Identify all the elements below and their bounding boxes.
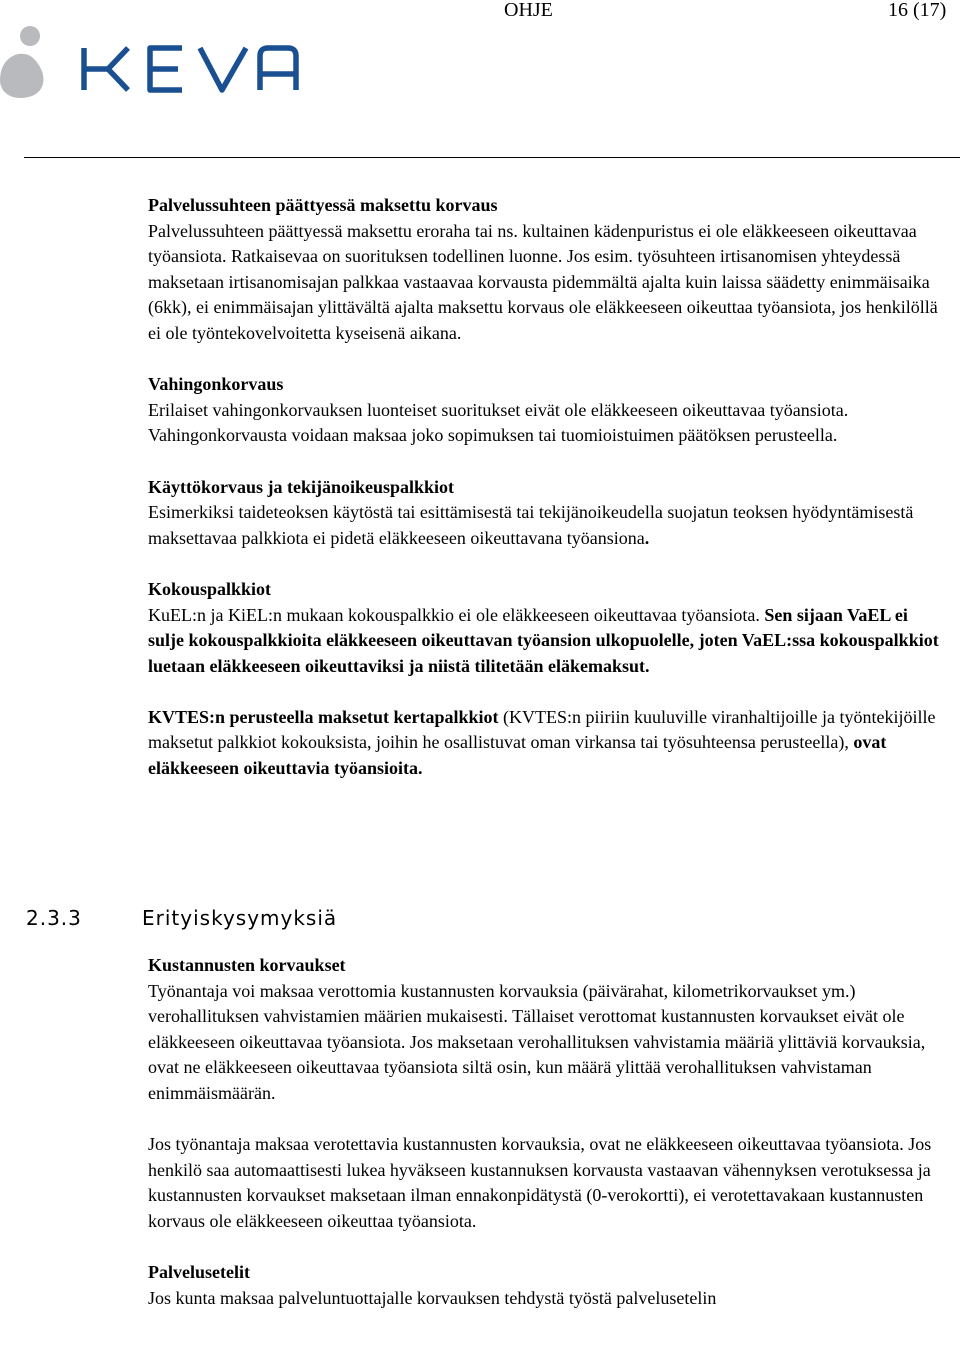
header-divider	[24, 157, 960, 158]
page-number: 16 (17)	[888, 0, 947, 21]
keva-mark-icon	[0, 26, 43, 98]
section-meeting-fees	[148, 577, 948, 679]
section-title: Vahingonkorvaus	[148, 374, 284, 395]
keva-wordmark	[84, 48, 296, 90]
section-body	[148, 705, 948, 782]
section-severance-pay	[148, 193, 948, 347]
main-content	[148, 193, 948, 807]
section-paragraph: Työnantaja voi maksaa verottomia kustannusten korvauksia (päivärahat, kilometrikorvaukset ym.) verohallituksen vahvistamien määrien mukaisesti. Tällaiset verottomat kustannusten korvaukset eivät ole eläkkeeseen oikeuttavaa työansiota. Jos maksetaan verohallituksen vahvistamia määriä ylittäviä korvauksia, ovat ne eläkkeeseen oikeuttavaa työansiota siltä osin, kun määrä ylittää verohallituksen vahvistaman enimmäismäärän.	[148, 980, 926, 1103]
section-body	[148, 603, 948, 680]
body-text: (KVTES:n piiriin kuuluville viranhaltijoille ja työntekijöille maksetut palkkiot kokouksista, joihin he osallistuvat oman virkansa tai työsuhteensa perusteella),	[148, 706, 936, 753]
body-text: Esimerkiksi taideteoksen käytöstä tai esittämisestä tai tekijänoikeudella suojatun teoksen hyödyntämisestä maksettavaa palkkiota ei pidetä eläkkeeseen oikeuttavana työansiona	[148, 502, 914, 548]
section-expense-reimbursements	[148, 953, 948, 1235]
body-text-bold: .	[644, 527, 650, 548]
subsection-title: Erityiskysymyksiä	[142, 906, 338, 930]
section-paragraph: Jos työnantaja maksaa verotettavia kustannusten korvauksia, ovat ne eläkkeeseen oikeuttavaa työansiota. Jos henkilö saa automaattisesti lukea hyväkseen kustannuksen korvausta vastaavan vähennyksen verotuksessa ja kustannusten korvaukset maksetaan ilman ennakonpidätystä (0-verokortti), ei verotettavakaan kustannusten korvaus ole eläkkeeseen oikeuttaa työansiota.	[148, 1134, 932, 1231]
keva-logo	[0, 22, 305, 104]
section-paragraph: Jos kunta maksaa palveluntuottajalle korvauksen tehdystä työstä palvelusetelin	[148, 1287, 717, 1308]
section-body: Palvelussuhteen päättyessä maksettu eroraha tai ns. kultainen kädenpuristus ei ole eläkkeeseen oikeuttavaa työansiota. Ratkaisevaa on suorituksen todellinen luonne. Jos esim. työsuhteen irtisanomisen yhteydessä maksetaan irtisanomisajan palkkaa vastaavaa korvausta pidemmältä ajalta kuin laissa säädetty enimmäisaika (6kk), ei enimmäisajan ylittävältä ajalta maksettu korvaus ole eläkkeeseen oikeuttaa työansiota, jos henkilöllä ei ole työntekovelvoitetta kyseisenä aikana.	[148, 220, 938, 343]
keva-logo-text: KEVA	[0, 22, 3, 23]
section-title: Palvelusetelit	[148, 1262, 250, 1283]
body-text-bold: Sen sijaan VaEL ei sulje kokouspalkkioita eläkkeeseen oikeuttavan työansion ulkopuolelle, joten VaEL:ssa kokouspalkkiot luetaan eläkkeeseen oikeuttaviksi ja niistä tilitetään eläkemaksut.	[148, 604, 939, 676]
section-body	[148, 500, 948, 551]
section-title: Kustannusten korvaukset	[148, 955, 346, 975]
section-body: Erilaiset vahingonkorvauksen luonteiset suoritukset eivät ole eläkkeeseen oikeuttavaa työansiota. Vahingonkorvausta voidaan maksaa joko sopimuksen tai tuomioistuimen päätöksen perusteella.	[148, 399, 849, 446]
section-title: Kokouspalkkiot	[148, 578, 272, 599]
section-damages	[148, 372, 948, 449]
section-service-vouchers	[148, 1260, 948, 1311]
body-text-bold: ovat eläkkeeseen oikeuttavia työansioita.	[148, 732, 887, 779]
lead-text-bold: KVTES:n perusteella maksetut kertapalkkiot	[148, 706, 499, 727]
subsection-number: 2.3.3	[26, 906, 82, 930]
section-usage-royalties	[148, 475, 948, 552]
section-title: Palvelussuhteen päättyessä maksettu korvaus	[148, 195, 498, 215]
body-text: KuEL:n ja KiEL:n mukaan kokouspalkkio ei ole eläkkeeseen oikeuttavaa työansiota.	[148, 604, 765, 625]
section-kvtes-bonuses	[148, 705, 948, 782]
section-title: Käyttökorvaus ja tekijänoikeuspalkkiot	[148, 476, 455, 497]
subsection-heading	[26, 904, 337, 932]
special-questions-content	[148, 953, 948, 1337]
document-type-label: OHJE	[504, 0, 553, 21]
